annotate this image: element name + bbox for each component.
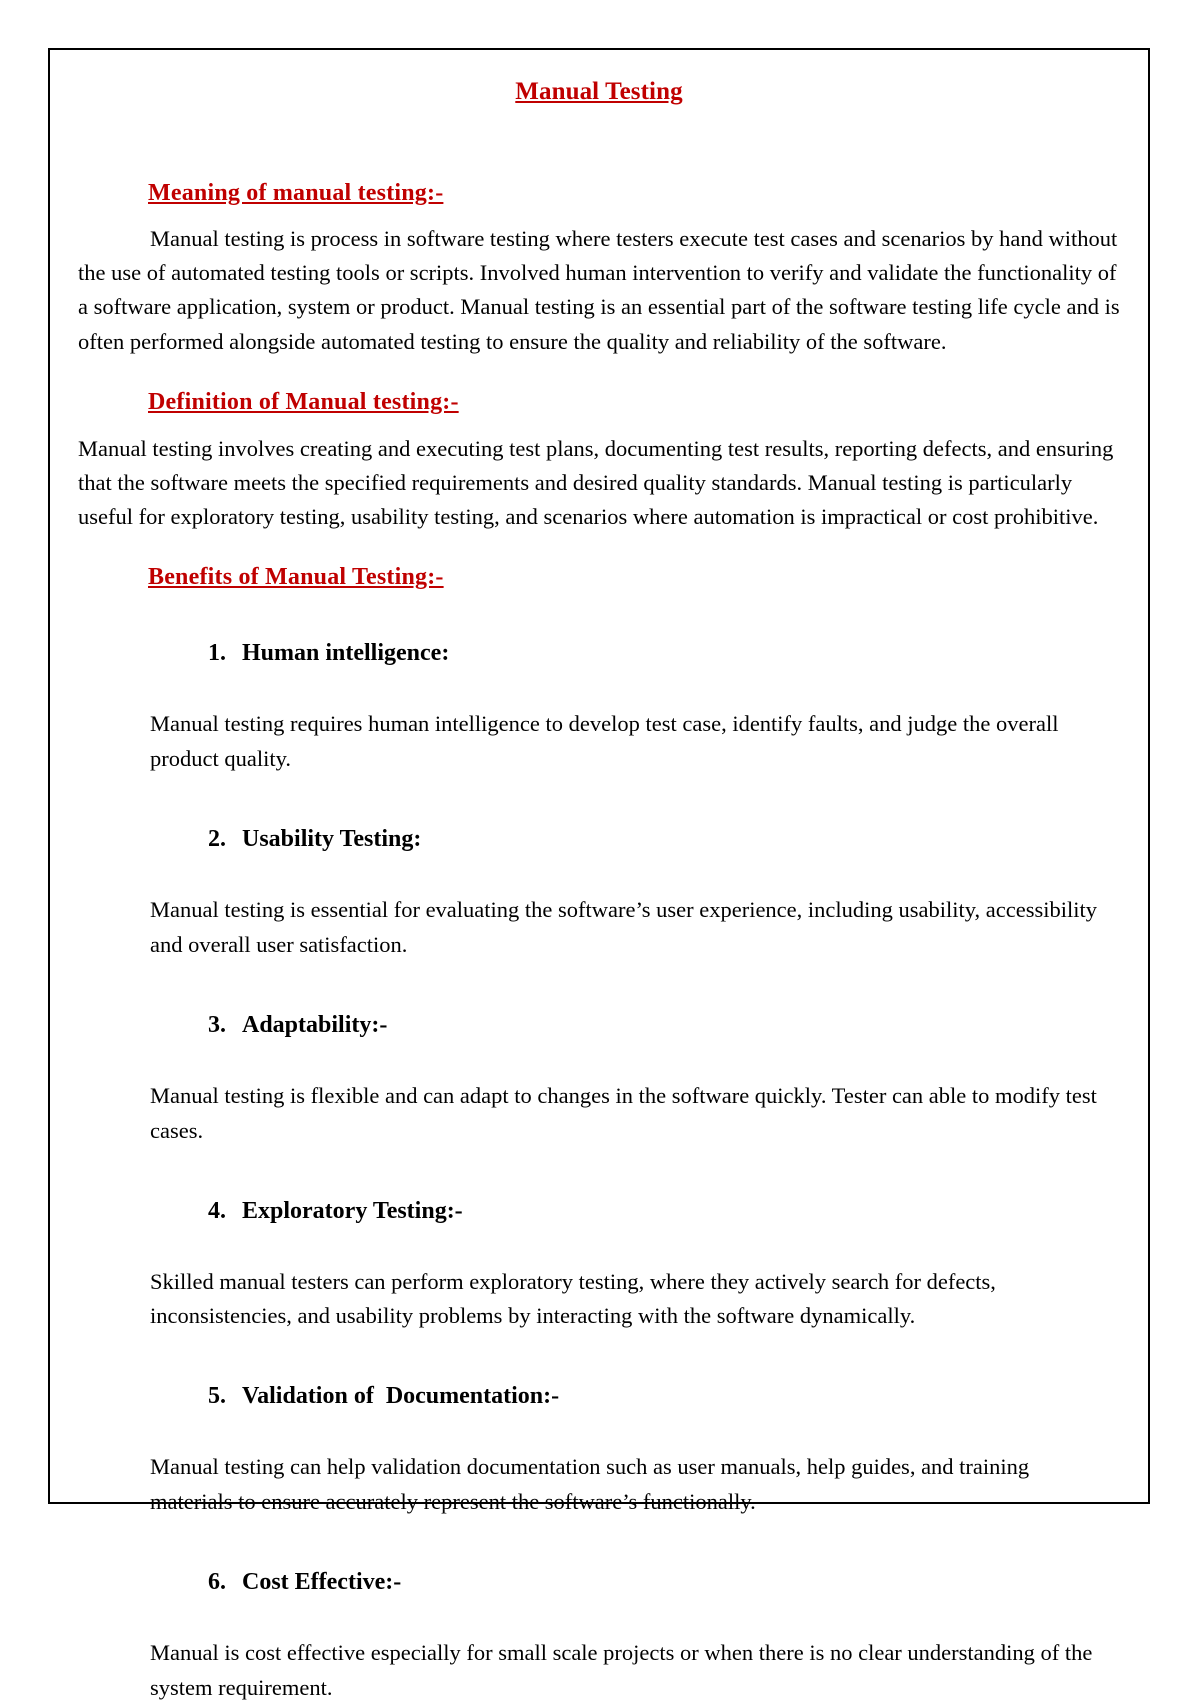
- paragraph-definition: Manual testing involves creating and executing test plans, documenting test results, reporting defects, and ensuring that the software meets the specified requirements and desired quality standards. Manual testing is particularly useful for exploratory testing, usability testing, and scenarios where automation is impractical or cost prohibitive.: [78, 435, 1114, 530]
- paragraph-meaning: Manual testing is process in software testing where testers execute test cases and scenarios by hand without the use of automated testing tools or scripts. Involved human intervention to verify and validate the functionality of a software application, system or product. Manual testing is an essential part of the software testing life cycle and is often performed alongside automated testing to ensure the quality and reliability of the software.: [78, 226, 1120, 354]
- list-item-number: 2.: [208, 826, 226, 853]
- list-item-heading: [148, 985, 1120, 1066]
- list-item-number: 6.: [208, 1569, 226, 1596]
- benefits-list: [78, 613, 1120, 1706]
- list-item-heading: [148, 1542, 1120, 1623]
- document-page: [48, 48, 1150, 1700]
- list-item: [78, 1171, 1120, 1335]
- list-item-title: Usability Testing:: [242, 826, 422, 853]
- list-item-heading: [148, 799, 1120, 880]
- section-heading-meaning: Meaning of manual testing:-: [148, 180, 444, 206]
- list-item: [78, 1356, 1120, 1520]
- list-item-title: Exploratory Testing:-: [242, 1197, 463, 1224]
- list-item-title: Human intelligence:: [242, 640, 450, 667]
- list-item-body: Manual testing is flexible and can adapt to changes in the software quickly. Tester can able to modify test cases.: [150, 1082, 1097, 1143]
- list-item-body: Manual testing can help validation documentation such as user manuals, help guides, and training materials to ensure accurately represent the software’s functionally.: [150, 1454, 1030, 1515]
- page-title: Manual Testing: [515, 78, 683, 105]
- section-heading-definition: Definition of Manual testing:-: [148, 388, 459, 415]
- list-item-body: Skilled manual testers can perform exploratory testing, where they actively search for defects, inconsistencies, and usability problems by interacting with the software dynamically.: [150, 1268, 996, 1329]
- list-item-number: 3.: [208, 1011, 226, 1038]
- list-item-heading: [148, 613, 1120, 694]
- list-item-body: Manual testing requires human intelligence to develop test case, identify faults, and judge the overall product quality.: [150, 711, 1059, 772]
- list-item: [78, 799, 1120, 963]
- list-item-body: Manual is cost effective especially for small scale projects or when there is no clear understanding of the system requirement.: [150, 1640, 1093, 1700]
- list-item-number: 4.: [208, 1197, 226, 1224]
- list-item-heading: [148, 1356, 1120, 1437]
- list-item: [78, 1542, 1120, 1706]
- list-item-number: 1.: [208, 640, 226, 667]
- page-content: [50, 78, 1148, 1700]
- list-item-body: Manual testing is essential for evaluating the software’s user experience, including usability, accessibility and overall user satisfaction.: [150, 897, 1098, 957]
- list-item-heading: [148, 1171, 1120, 1252]
- list-item-title: Validation of Documentation:-: [242, 1383, 560, 1410]
- list-item: [78, 613, 1120, 777]
- list-item-title: Adaptability:-: [242, 1011, 388, 1038]
- list-item-title: Cost Effective:-: [242, 1569, 402, 1596]
- list-item-number: 5.: [208, 1383, 226, 1410]
- section-heading-benefits: Benefits of Manual Testing:-: [148, 564, 444, 591]
- list-item: [78, 985, 1120, 1149]
